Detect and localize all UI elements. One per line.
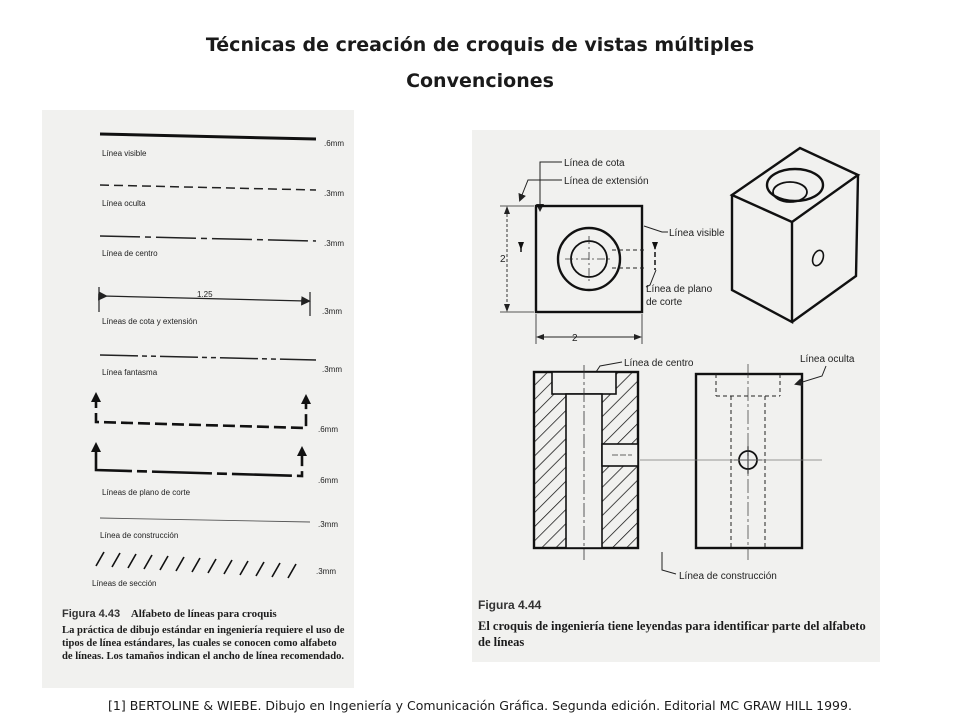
line-label-visible: Línea visible (102, 149, 147, 158)
caption-title: Alfabeto de líneas para croquis (130, 608, 277, 620)
line-label-cutting-plane: Líneas de plano de corte (102, 488, 191, 497)
isometric-block (732, 148, 858, 322)
label-center-line: Línea de centro (624, 358, 694, 369)
caption-number: Figura 4.44 (478, 598, 542, 612)
slide-subtitle: Convenciones (406, 70, 554, 92)
section-view (534, 365, 638, 560)
thickness-label: .3mm (324, 239, 344, 248)
thickness-label: .3mm (322, 307, 342, 316)
caption-text: La práctica de dibujo estándar en ingeniería requiere el uso de tipos de línea estándares, las cuales se conocen como alfabeto de líneas. Los tamaños indican el ancho de línea recomendado. (62, 625, 345, 662)
label-cutting-plane-2: de corte (646, 297, 683, 308)
line-label-dimension: Líneas de cota y extensión (102, 317, 198, 326)
thickness-label: .6mm (318, 425, 338, 434)
citation: [1] BERTOLINE & WIEBE. Dibujo en Ingeniería y Comunicación Gráfica. Segunda edición. Editorial MC GRAW HILL 1999. (108, 698, 852, 713)
figure-4-44-caption (478, 598, 878, 650)
label-cutting-plane-1: Línea de plano (646, 284, 713, 295)
dimension-value: 1.25 (197, 290, 213, 299)
horizontal-dimension-value: 2 (572, 333, 578, 344)
line-label-hidden: Línea oculta (102, 199, 146, 208)
vertical-dimension-value: 2 (500, 254, 506, 265)
thickness-label: .3mm (322, 365, 342, 374)
line-label-construction: Línea de construcción (100, 531, 179, 540)
line-label-phantom: Línea fantasma (102, 368, 158, 377)
line-label-section: Líneas de sección (92, 579, 157, 588)
label-visible-line: Línea visible (669, 228, 725, 239)
caption-number: Figura 4.43 (62, 608, 121, 620)
label-extension-line: Línea de extensión (564, 176, 649, 187)
side-view (640, 364, 822, 560)
thickness-label: .3mm (318, 520, 338, 529)
slide-title: Técnicas de creación de croquis de vistas múltiples (205, 34, 755, 56)
label-construction-line: Línea de construcción (679, 571, 777, 582)
thickness-label: .3mm (316, 567, 336, 576)
thickness-label: .6mm (324, 139, 344, 148)
thickness-label: .6mm (318, 476, 338, 485)
line-label-center: Línea de centro (102, 249, 158, 258)
label-dimension-line: Línea de cota (564, 158, 625, 169)
thickness-label: .3mm (324, 189, 344, 198)
label-hidden-line: Línea oculta (800, 354, 855, 365)
caption-text: El croquis de ingeniería tiene leyendas para identificar parte del alfabeto de líneas (478, 619, 866, 649)
